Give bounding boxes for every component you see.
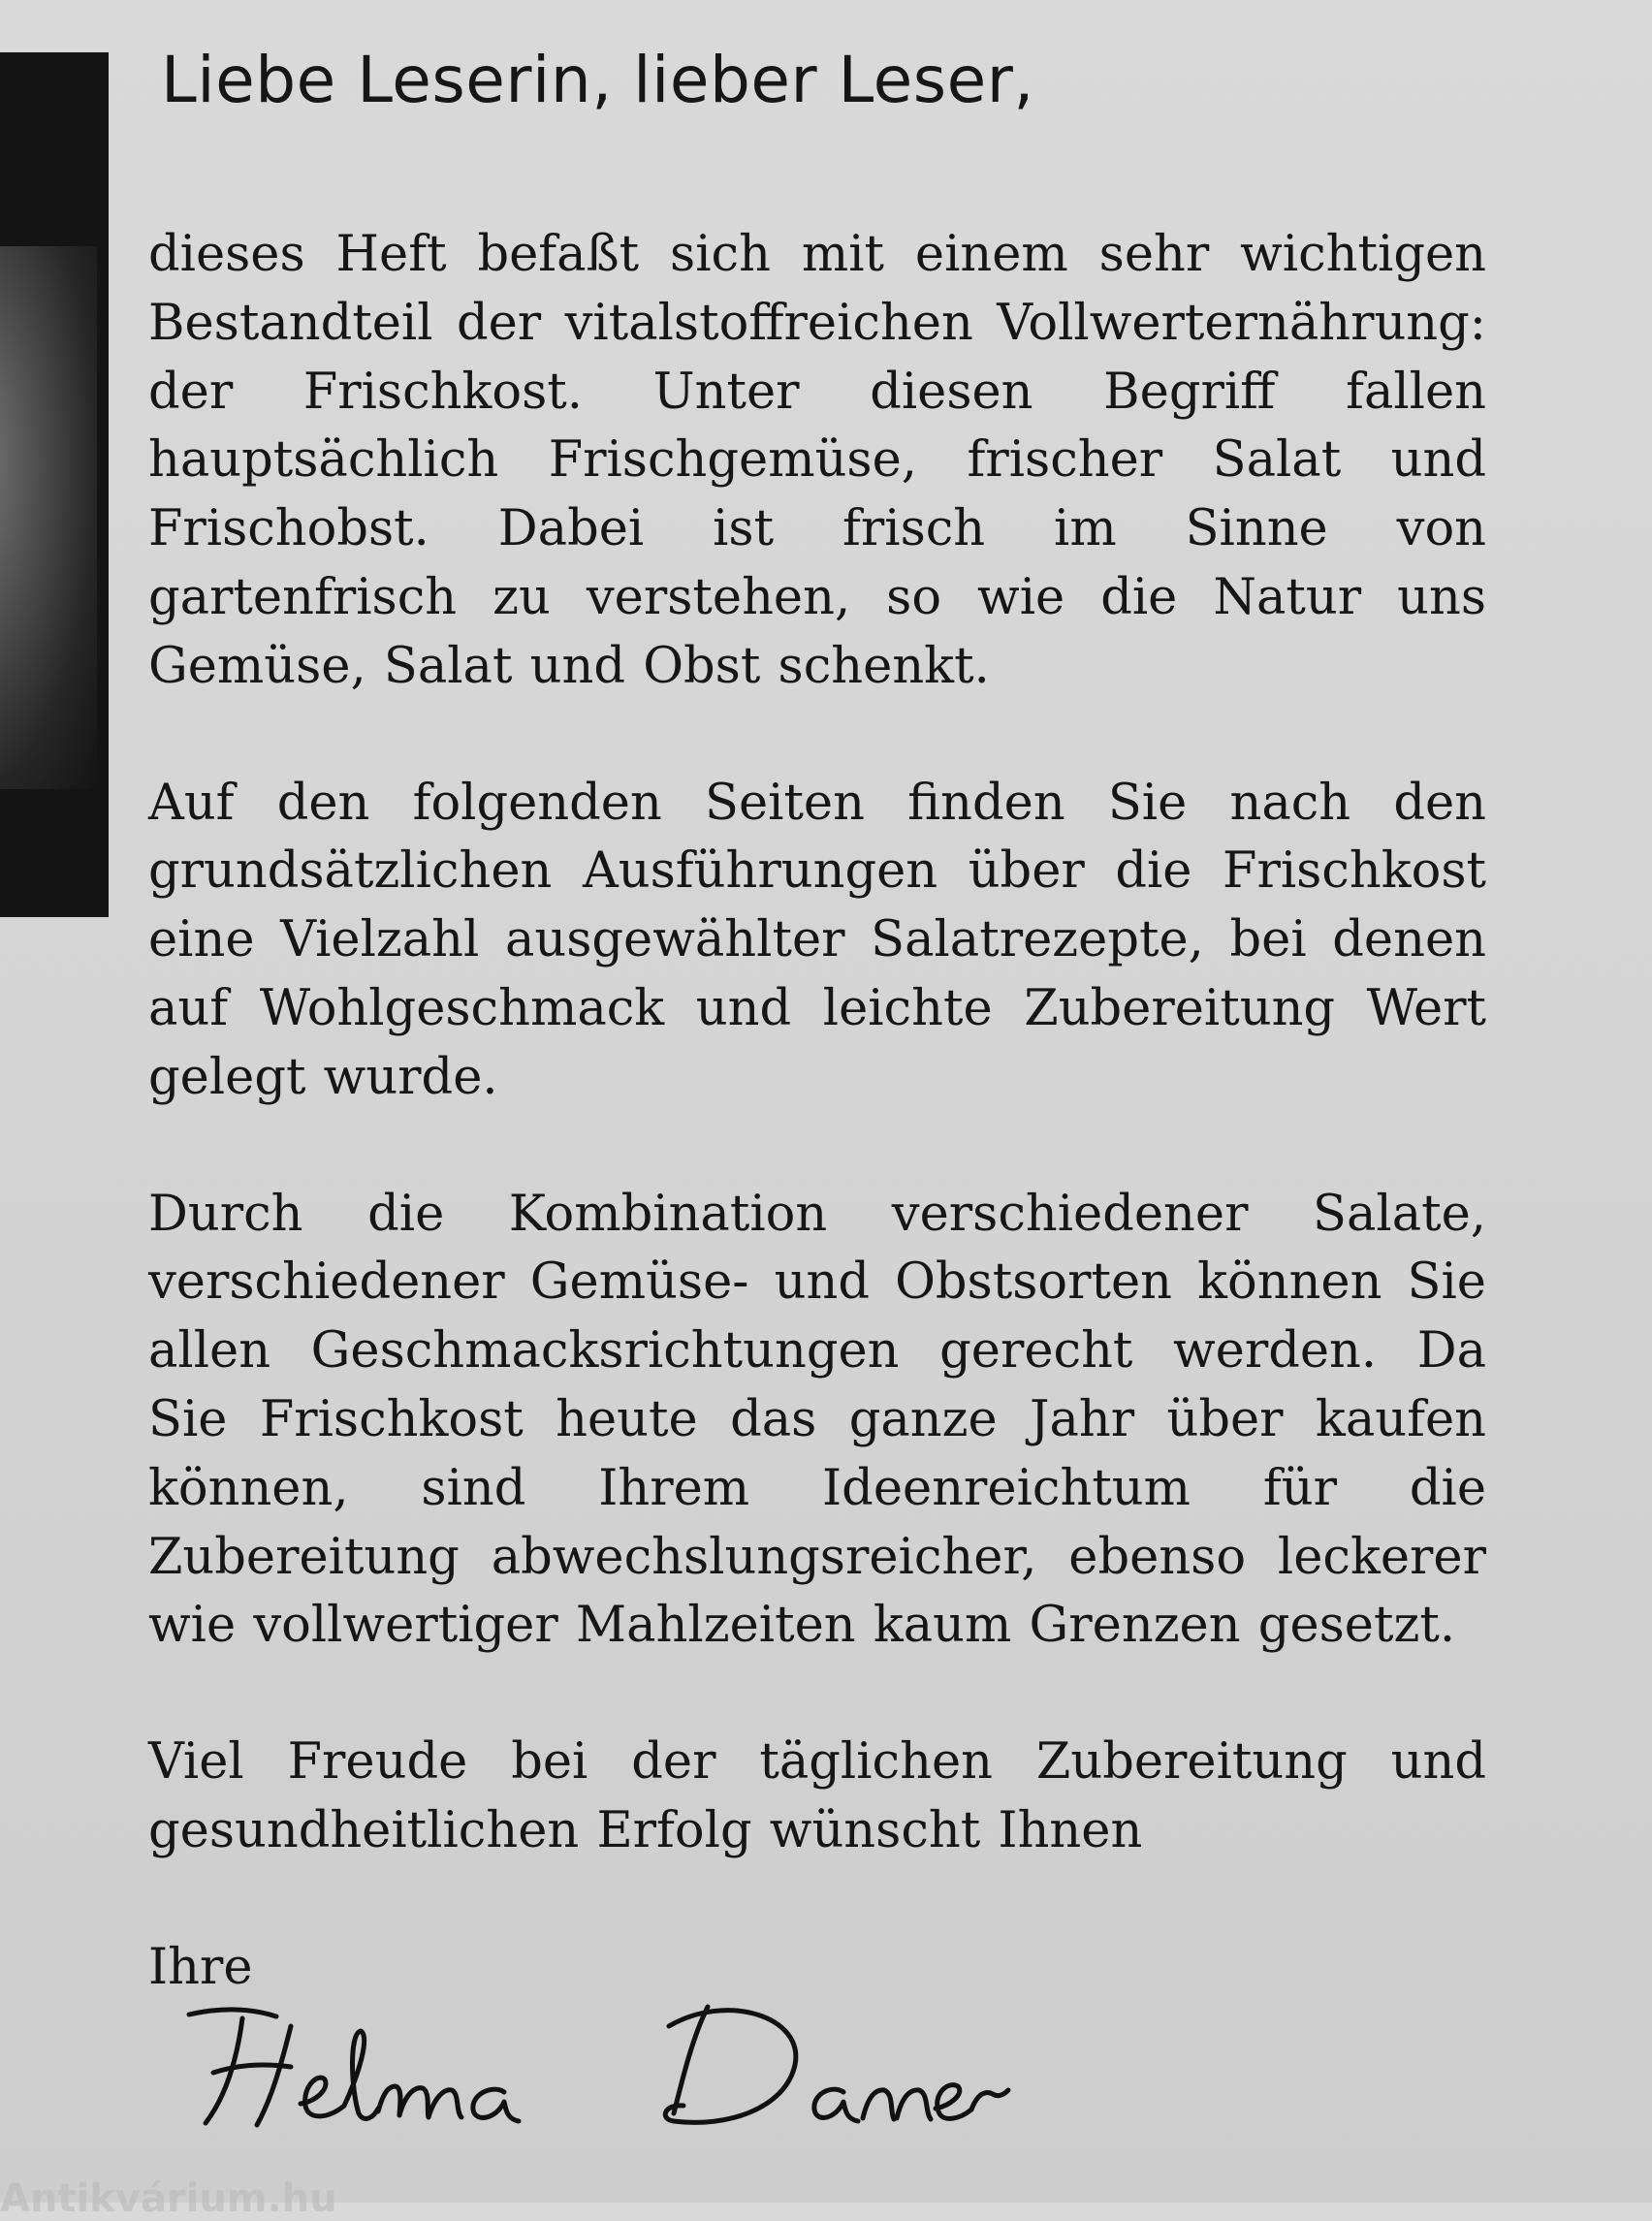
author-portrait-shading [0, 246, 97, 789]
letter-paragraph-3: Durch die Kombination verschiedener Salate, verschiedener Gemüse- und Obstsorten können Sie allen Geschmacksrichtungen gerecht werden. Da Sie Frischkost heute das ganze Jahr über kaufen können, sind Ihrem Ideenreichtum für die Zubereitung abwechslungsreicher, ebenso leckerer wie vollwertiger Mahlzeiten kaum Grenzen gesetzt. [148, 1185, 1486, 1655]
letter-paragraph-4: Viel Freude bei der täglichen Zubereitung und gesundheitlichen Erfolg wünscht Ihnen [148, 1733, 1486, 1859]
handwritten-signature [184, 1997, 1154, 2142]
letter-paragraph-1: dieses Heft befaßt sich mit einem sehr wichtigen Bestandteil der vitalstoffreichen Vollwerternährung: der Frischkost. Unter diesen Begriff fallen hauptsächlich Frischgemüse, frischer Salat und Frischobst. Dabei ist frisch im Sinne von gartenfrisch zu verstehen, so wie die Natur uns Gemüse, Salat und Obst schenkt. [148, 226, 1486, 695]
author-photo [0, 52, 109, 917]
letter [148, 37, 1486, 2002]
letter-greeting: Liebe Leserin, lieber Leser, [161, 43, 1034, 117]
watermark: Antikvárium.hu [0, 2176, 337, 2221]
letter-closing: Ihre [148, 1938, 253, 1996]
letter-paragraph-2: Auf den folgenden Seiten finden Sie nach den grundsätzlichen Ausführungen über die Frischkost eine Vielzahl ausgewählter Salatrezepte, bei denen auf Wohlgeschmack und leichte Zubereitung Wert gelegt wurde. [148, 774, 1486, 1106]
